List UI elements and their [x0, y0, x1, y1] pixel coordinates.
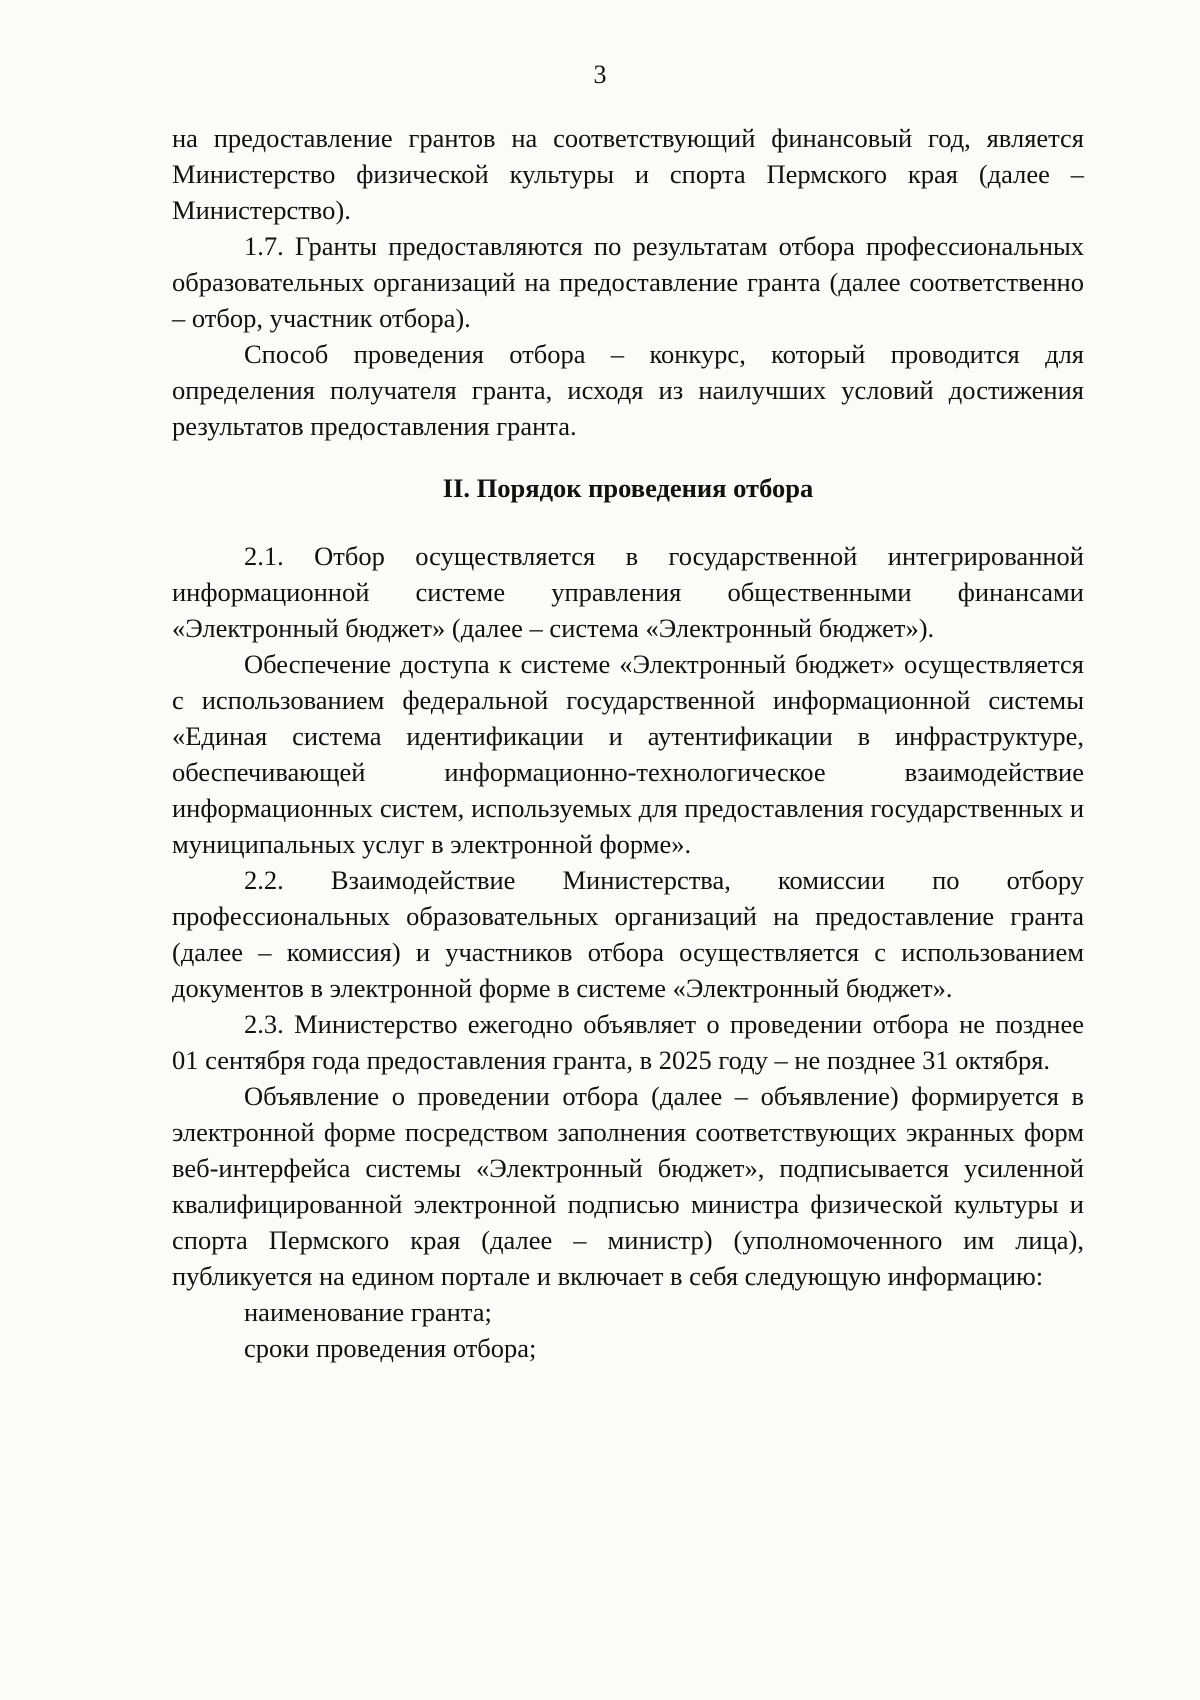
paragraph-access: Обеспечение доступа к системе «Электронный бюджет» осуществляется с использованием федеральной государственной информационной системы «Единая система идентификации и аутентификации в инфраструктуре, обеспечивающей информационно-технологическое взаимодействие информационных систем, используемых для предоставления государственных и муниципальных услуг в электронной форме».	[172, 649, 1084, 859]
paragraph-2-2: 2.2. Взаимодействие Министерства, комиссии по отбору профессиональных образовательных организаций на предоставление гранта (далее – комиссия) и участников отбора осуществляется с использованием документов в электронной форме в системе «Электронный бюджет».	[172, 865, 1084, 1003]
document-body	[172, 120, 1084, 1366]
section-heading: II. Порядок проведения отбора	[442, 473, 814, 503]
paragraph-2-3: 2.3. Министерство ежегодно объявляет о проведении отбора не позднее 01 сентября года предоставления гранта, в 2025 году – не позднее 31 октября.	[172, 1009, 1084, 1075]
paragraph-continuation: на предоставление грантов на соответствующий финансовый год, является Министерство физической культуры и спорта Пермского края (далее – Министерство).	[172, 123, 1084, 225]
page-number: 3	[593, 60, 607, 89]
list-item: сроки проведения отбора;	[244, 1333, 537, 1363]
paragraph-1-7: 1.7. Гранты предоставляются по результатам отбора профессиональных образовательных организаций на предоставление гранта (далее соответственно – отбор, участник отбора).	[172, 231, 1084, 333]
paragraph-selection-method: Способ проведения отбора – конкурс, который проводится для определения получателя гранта, исходя из наилучших условий достижения результатов предоставления гранта.	[172, 339, 1084, 441]
paragraph-2-1: 2.1. Отбор осуществляется в государственной интегрированной информационной системе управления общественными финансами «Электронный бюджет» (далее – система «Электронный бюджет»).	[172, 541, 1084, 643]
list-item: наименование гранта;	[244, 1297, 492, 1327]
paragraph-announcement: Объявление о проведении отбора (далее – объявление) формируется в электронной форме посредством заполнения соответствующих экранных форм веб-интерфейса системы «Электронный бюджет», подписывается усиленной квалифицированной электронной подписью министра физической культуры и спорта Пермского края (далее – министр) (уполномоченного им лица), публикуется на едином портале и включает в себя следующую информацию:	[172, 1081, 1084, 1291]
